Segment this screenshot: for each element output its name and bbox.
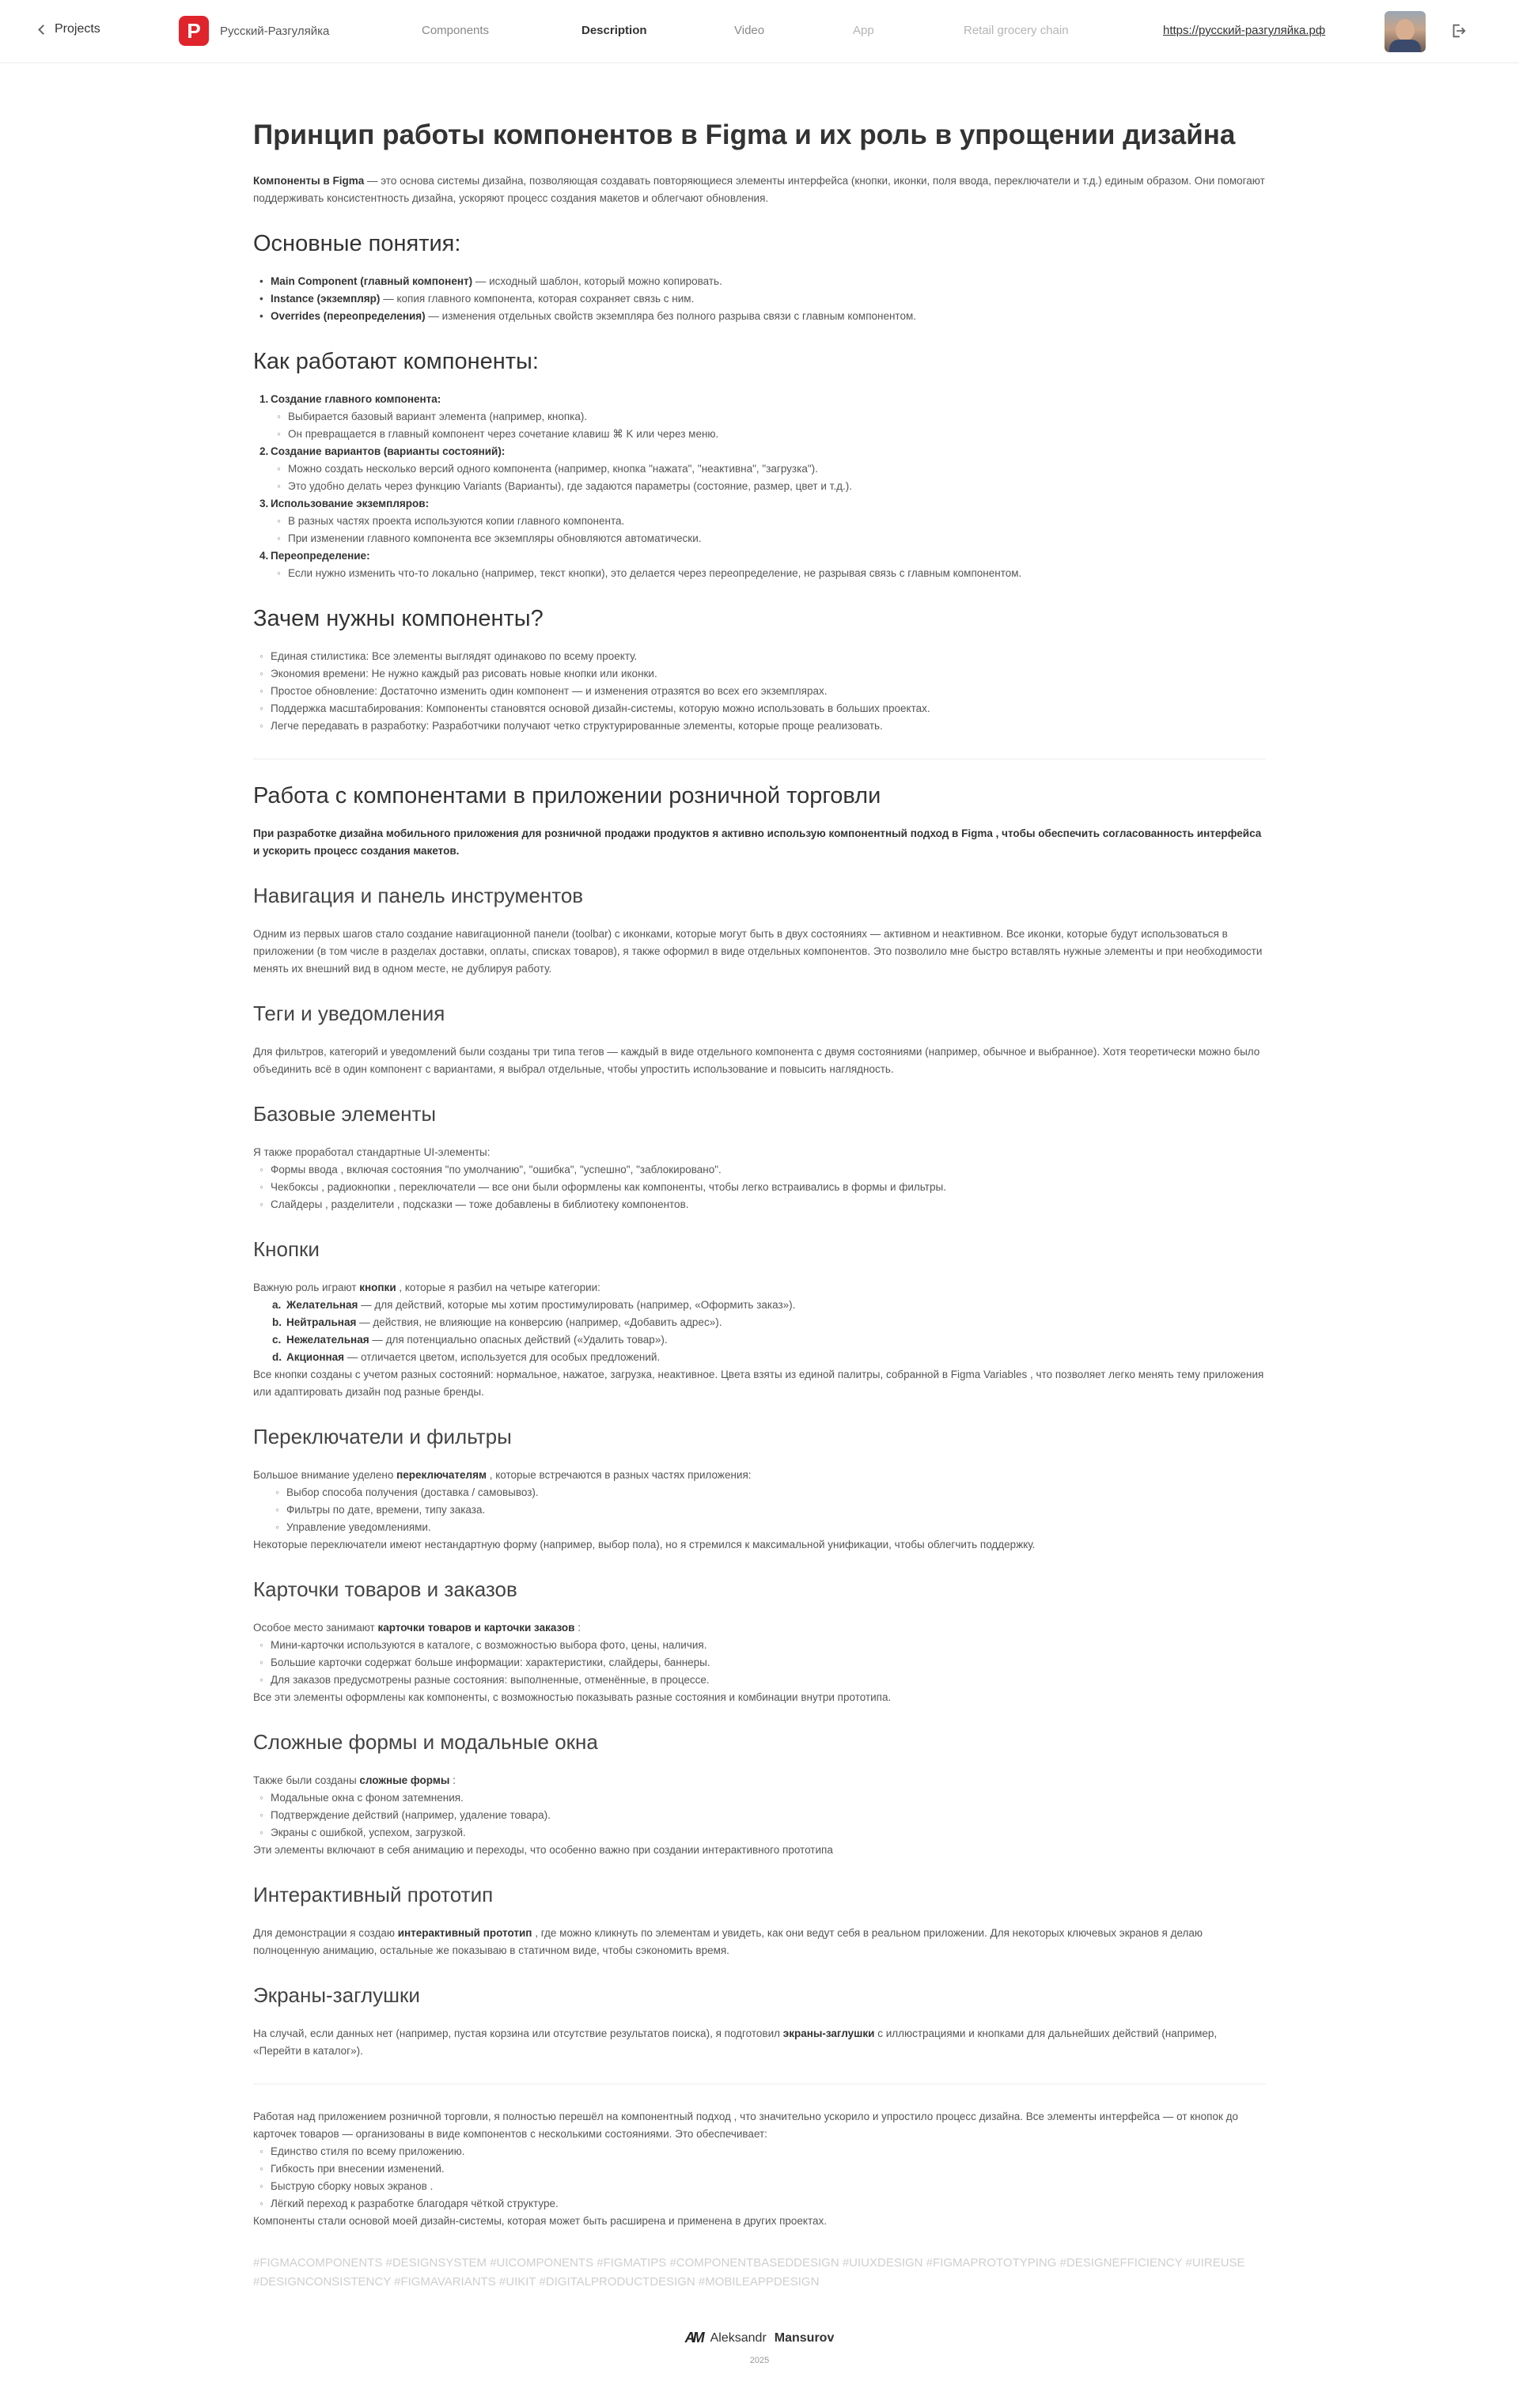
list-item: ◦ Мини-карточки используются в каталоге, с возможностью выбора фото, цены, наличия. bbox=[271, 1637, 1266, 1654]
nav-link-site-url[interactable]: https://русский-разгуляйка.рф bbox=[1163, 24, 1326, 37]
nav-link-app[interactable]: App bbox=[853, 24, 874, 37]
author-last-name: Mansurov bbox=[774, 2330, 835, 2345]
top-navigation bbox=[0, 0, 1519, 63]
list-item: ◦ Для заказов предусмотрены разные состояния: выполненные, отменённые, в процессе. bbox=[271, 1672, 1266, 1689]
base-heading: Базовые элементы bbox=[253, 1102, 437, 1126]
author-signature bbox=[0, 2330, 1519, 2346]
cards-heading: Карточки товаров и заказов bbox=[253, 1577, 517, 1601]
why-heading: Зачем нужны компоненты? bbox=[253, 606, 544, 631]
avatar[interactable] bbox=[1385, 11, 1426, 52]
logout-icon[interactable] bbox=[1449, 22, 1467, 40]
list-item: ◦ Единая стилистика: Все элементы выглядят одинаково по всему проекту. bbox=[271, 648, 1266, 665]
nav-link-description[interactable]: Description bbox=[581, 24, 647, 37]
list-item: • Instance (экземпляр) — копия главного компонента, которая сохраняет связь с ним. bbox=[271, 290, 1266, 308]
list-item: b. Нейтральная — действия, не влияющие на конверсию (например, «Добавить адрес»). bbox=[272, 1316, 722, 1328]
retail-heading: Работа с компонентами в приложении розничной торговли bbox=[253, 783, 881, 808]
cards-list bbox=[253, 1637, 1266, 1689]
nav-link-components[interactable]: Components bbox=[422, 24, 490, 37]
list-item: ◦ Управление уведомлениями. bbox=[286, 1519, 1266, 1536]
basics-list bbox=[253, 273, 1266, 325]
list-item: ◦ Легче передавать в разработку: Разработчики получают четко структурированные элементы, которые проще реализовать. bbox=[271, 717, 1266, 735]
base-list bbox=[253, 1161, 1266, 1213]
list-item: ◦ Модальные окна с фоном затемнения. bbox=[271, 1789, 1266, 1807]
article bbox=[253, 119, 1266, 2292]
footer-year: 2025 bbox=[749, 2356, 770, 2365]
buttons-intro: Важную роль играют кнопки , которые я разбил на четыре категории: bbox=[253, 1282, 600, 1293]
author-first-name: Aleksandr bbox=[710, 2330, 767, 2345]
brand[interactable] bbox=[179, 16, 329, 46]
nav-link-video[interactable]: Video bbox=[734, 24, 765, 37]
list-item: 1. Создание главного компонента: ◦ Выбирается базовый вариант элемента (например, кнопка). ◦ Он превращается в главный компонент через сочетание клавиш ⌘ K или через меню. bbox=[271, 391, 1266, 443]
page-title: Принцип работы компонентов в Figma и их роль в упрощении дизайна bbox=[253, 119, 1236, 150]
list-item: ◦ Простое обновление: Достаточно изменить один компонент — и изменения отразятся во всех его экземплярах. bbox=[271, 683, 1266, 700]
forms-intro: Также были созданы сложные формы : bbox=[253, 1774, 456, 1786]
tags-heading: Теги и уведомления bbox=[253, 1001, 445, 1025]
list-item: ◦ Быструю сборку новых экранов . bbox=[271, 2178, 1266, 2195]
list-item: 4. Переопределение: ◦ Если нужно изменить что-то локально (например, текст кнопки), это делается через переопределение, не разрывая связь с главным компонентом. bbox=[271, 547, 1266, 582]
list-item: ◦ Подтверждение действий (например, удаление товара). bbox=[271, 1807, 1266, 1824]
list-item: ◦ Слайдеры , разделители , подсказки — тоже добавлены в библиотеку компонентов. bbox=[271, 1196, 1266, 1213]
avatar-shirt bbox=[1389, 40, 1421, 52]
retail-lead: При разработке дизайна мобильного приложения для розничной продажи продуктов я активно использую компонентный подход в Figma , чтобы обеспечить согласованность интерфейса и ускорить процесс создания макетов. bbox=[253, 827, 1262, 857]
how-steps bbox=[253, 391, 1266, 582]
author-logo-icon: AM bbox=[684, 2330, 703, 2346]
list-item: ◦ Единство стиля по всему приложению. bbox=[271, 2143, 1266, 2160]
list-item: ◦ Поддержка масштабирования: Компоненты становятся основой дизайн-системы, которую можно использовать в больших проектах. bbox=[271, 700, 1266, 717]
list-item: • Main Component (главный компонент) — исходный шаблон, который можно копировать. bbox=[271, 273, 1266, 290]
list-item: c. Нежелательная — для потенциально опасных действий («Удалить товар»). bbox=[272, 1334, 668, 1346]
switches-outro: Некоторые переключатели имеют нестандартную форму (например, выбор пола), но я стремился к максимальной унификации, чтобы облегчить поддержку. bbox=[253, 1539, 1036, 1550]
hashtags: #FIGMACOMPONENTS #DESIGNSYSTEM #UICOMPONENTS #FIGMATIPS #COMPONENTBASEDDESIGN #UIUXDESIGN #FIGMAPROTOTYPING #DESIGNEFFICIENCY #UIREUSE #DESIGNCONSISTENCY #FIGMAVARIANTS #UIKIT #DIGITALPRODUCTDESIGN #MOBILEAPPDESIGN bbox=[253, 2256, 1245, 2289]
chevron-left-icon bbox=[38, 25, 48, 35]
cards-intro: Особое место занимают карточки товаров и карточки заказов : bbox=[253, 1622, 581, 1634]
footer bbox=[0, 2330, 1519, 2365]
intro-paragraph: Компоненты в Figma — это основа системы дизайна, позволяющая создавать повторяющиеся элементы интерфейса (кнопки, иконки, поля ввода, переключатели и т.д.) единым образом. Они помогают поддерживать консистентность дизайна, ускоряют процесс создания макетов и облегчают обновления. bbox=[253, 175, 1265, 204]
how-heading: Как работают компоненты: bbox=[253, 349, 539, 374]
switches-list bbox=[253, 1484, 1266, 1536]
navsec-heading: Навигация и панель инструментов bbox=[253, 884, 584, 907]
list-item: ◦ Чекбоксы , радиокнопки , переключатели — все они были оформлены как компоненты, чтобы легко встраивались в формы и фильтры. bbox=[271, 1179, 1266, 1196]
switches-intro: Большое внимание уделено переключателям , которые встречаются в разных частях приложения: bbox=[253, 1469, 752, 1481]
summary-list bbox=[253, 2143, 1266, 2213]
list-item: ◦ Формы ввода , включая состояния "по умолчанию", "ошибка", "успешно", "заблокировано". bbox=[271, 1161, 1266, 1179]
brand-logo-icon: P bbox=[179, 16, 209, 46]
proto-text: Для демонстрации я создаю интерактивный прототип , где можно кликнуть по элементам и увидеть, как они ведут себя в реальном приложении. Для некоторых ключевых экранов я делаю полноценную анимацию, остальные же показываю в статичном виде, чтобы сэкономить время. bbox=[253, 1927, 1203, 1956]
why-list bbox=[253, 648, 1266, 735]
list-item: d. Акционная — отличается цветом, используется для особых предложений. bbox=[272, 1351, 661, 1363]
tags-text: Для фильтров, категорий и уведомлений были созданы три типа тегов — каждый в виде отдельного компонента с двумя состояниями (например, обычное и выбранное). Хотя теоретически можно было объединить всё в один компонент с вариантами, я выбрал отдельные, чтобы упростить использование и повысить наглядность. bbox=[253, 1046, 1260, 1075]
buttons-heading: Кнопки bbox=[253, 1237, 320, 1261]
proto-heading: Интерактивный прототип bbox=[253, 1883, 494, 1906]
switches-heading: Переключатели и фильтры bbox=[253, 1425, 512, 1448]
list-item: • Overrides (переопределения) — изменения отдельных свойств экземпляра без полного разрыва связи с главным компонентом. bbox=[271, 308, 1266, 325]
forms-outro: Эти элементы включают в себя анимацию и переходы, что особенно важно при создании интерактивного прототипа bbox=[253, 1844, 833, 1856]
empty-heading: Экраны-заглушки bbox=[253, 1983, 420, 2007]
list-item: 3. Использование экземпляров: ◦ В разных частях проекта используются копии главного компонента. ◦ При изменении главного компонента все экземпляры обновляются автоматически. bbox=[271, 495, 1266, 547]
empty-text: На случай, если данных нет (например, пустая корзина или отсутствие результатов поиска), я подготовил экраны-заглушки с иллюстрациями и кнопками для дальнейших действий (например, «Перейти в каталог»). bbox=[253, 2027, 1218, 2057]
buttons-outro: Все кнопки созданы с учетом разных состояний: нормальное, нажатое, загрузка, неактивное. Цвета взяты из единой палитры, собранной в Figma Variables , что позволяет легко менять тему приложения или адаптировать дизайн под разные бренды. bbox=[253, 1369, 1264, 1398]
brand-name: Русский-Разгуляйка bbox=[220, 24, 330, 38]
list-item: 2. Создание вариантов (варианты состояний): ◦ Можно создать несколько версий одного компонента (например, кнопка "нажата", "неактивна", "загрузка"). ◦ Это удобно делать через функцию Variants (Варианты), где задаются параметры (состояние, размер, цвет и т.д.). bbox=[271, 443, 1266, 495]
base-intro: Я также проработал стандартные UI-элементы: bbox=[253, 1146, 491, 1158]
cards-outro: Все эти элементы оформлены как компоненты, с возможностью показывать разные состояния и комбинации внутри прототипа. bbox=[253, 1691, 892, 1703]
back-to-projects-link[interactable] bbox=[40, 22, 100, 36]
buttons-list bbox=[253, 1297, 1266, 1366]
summary-text: Работая над приложением розничной торговли, я полностью перешёл на компонентный подход , что значительно ускорило и упростило процесс дизайна. Все элементы интерфейса — от кнопок до карточек товаров — организованы в виде компонентов с несколькими состояниями. Это обеспечивает: bbox=[253, 2111, 1239, 2140]
back-label: Projects bbox=[55, 22, 100, 36]
summary-outro: Компоненты стали основой моей дизайн-системы, которая может быть расширена и применена в других проектах. bbox=[253, 2215, 828, 2227]
basics-heading: Основные понятия: bbox=[253, 231, 461, 256]
list-item: ◦ Фильтры по дате, времени, типу заказа. bbox=[286, 1501, 1266, 1519]
list-item: ◦ Экраны с ошибкой, успехом, загрузкой. bbox=[271, 1824, 1266, 1842]
nav-link-retail[interactable]: Retail grocery chain bbox=[964, 24, 1069, 37]
list-item: a. Желательная — для действий, которые мы хотим простимулировать (например, «Оформить заказ»). bbox=[272, 1299, 796, 1311]
list-item: ◦ Экономия времени: Не нужно каждый раз рисовать новые кнопки или иконки. bbox=[271, 665, 1266, 683]
forms-heading: Сложные формы и модальные окна bbox=[253, 1730, 598, 1754]
list-item: ◦ Выбор способа получения (доставка / самовывоз). bbox=[286, 1484, 1266, 1501]
list-item: ◦ Гибкость при внесении изменений. bbox=[271, 2160, 1266, 2178]
list-item: ◦ Лёгкий переход к разработке благодаря чёткой структуре. bbox=[271, 2195, 1266, 2213]
avatar-face bbox=[1396, 19, 1415, 41]
navsec-text: Одним из первых шагов стало создание навигационной панели (toolbar) с иконками, которые могут быть в двух состояниях — активном и неактивном. Все иконки, которые будут использоваться в приложении (в том числе в разделах доставки, оплаты, списках товаров), я также оформил в виде отдельных компонентов. Это позволило мне быстро вставлять нужные элементы и при необходимости менять их внешний вид в одном месте, не дублируя работу. bbox=[253, 928, 1263, 975]
list-item: ◦ Большие карточки содержат больше информации: характеристики, слайдеры, баннеры. bbox=[271, 1654, 1266, 1672]
forms-list bbox=[253, 1789, 1266, 1842]
